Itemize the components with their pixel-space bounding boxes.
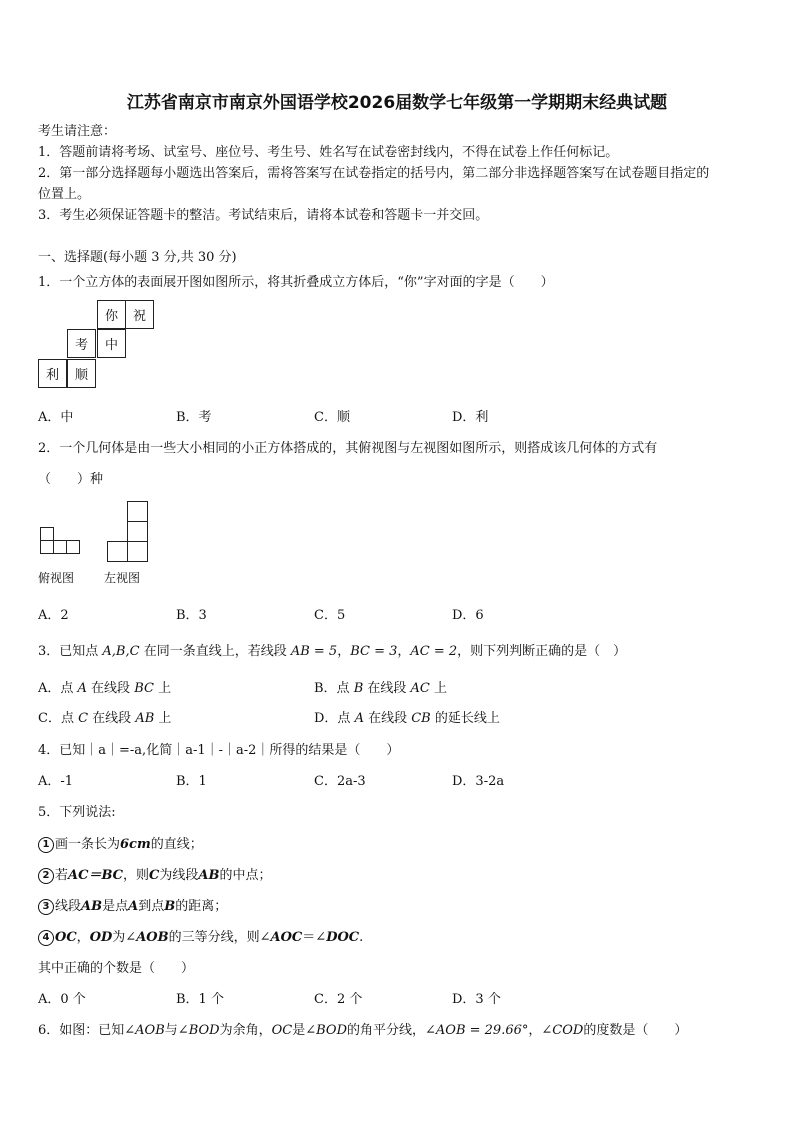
q5-option-d: D．3 个 xyxy=(452,992,501,1007)
stmt-text: 画一条长为 xyxy=(55,837,121,852)
q6-text: ， xyxy=(528,1023,542,1038)
q5-option-a: A．0 个 xyxy=(38,992,86,1007)
q4-option-b: B．1 xyxy=(176,774,207,789)
q3-option-d xyxy=(314,707,500,726)
q4-option-c: C．2a-3 xyxy=(314,774,366,789)
stmt-math: 6cm xyxy=(120,837,151,852)
stmt-text: . xyxy=(359,930,364,945)
stmt-text: 的直线； xyxy=(150,837,203,852)
stmt-math: AB xyxy=(81,899,103,914)
opt-text: 上 xyxy=(154,711,172,726)
left-view-caption: 左视图 xyxy=(104,571,141,585)
net-cell-kao: 考 xyxy=(67,329,96,358)
stmt-text: ＝∠ xyxy=(302,930,327,945)
net-cell-li: 利 xyxy=(38,359,67,388)
opt-text: 上 xyxy=(429,681,447,696)
q1-option-c: C．顺 xyxy=(314,410,350,425)
q6-math: ∠AOB = 29.66° xyxy=(425,1023,529,1038)
stmt-text: 的中点； xyxy=(219,868,272,883)
q5-stem: 5．下列说法: xyxy=(38,805,116,820)
top-view-square xyxy=(53,540,67,554)
left-view-square xyxy=(127,521,148,542)
stmt-math: AB xyxy=(198,868,220,883)
stmt-text: ，则 xyxy=(123,868,150,883)
net-cell-zhong: 中 xyxy=(97,329,126,358)
stmt-text: ， xyxy=(76,930,90,945)
q3-option-b xyxy=(314,677,447,696)
circled-number: 1 xyxy=(38,837,54,853)
left-view-square xyxy=(127,541,148,562)
stmt-text: 的三等分线，则∠ xyxy=(168,930,271,945)
q2-option-b: B．3 xyxy=(176,608,207,623)
q5-statement-2 xyxy=(38,864,272,884)
q3-ab: AB = 5 xyxy=(290,644,338,659)
q6-math: ∠AOB xyxy=(124,1023,165,1038)
q4-option-a: A．-1 xyxy=(38,774,74,789)
q2-option-a: A．2 xyxy=(38,608,69,623)
opt-point: A xyxy=(77,681,87,696)
q5-statement-4 xyxy=(38,926,363,946)
stmt-math: AOC xyxy=(270,930,303,945)
q3-bc: BC = 3 xyxy=(350,644,398,659)
q2-option-c: C．5 xyxy=(314,608,346,623)
stmt-text: 的距离； xyxy=(175,899,228,914)
stmt-math: A xyxy=(128,899,139,914)
q5-statement-3 xyxy=(38,895,227,915)
q5-ask: 其中正确的个数是（ ） xyxy=(38,961,195,976)
q6-stem xyxy=(38,1019,687,1038)
q3-text: ，则下列判断正确的是（ ） xyxy=(457,644,627,659)
notice-item-2-cont: 位置上。 xyxy=(38,187,91,202)
opt-text: D．点 xyxy=(314,711,355,726)
q5-statement-1 xyxy=(38,833,203,853)
top-view-caption: 俯视图 xyxy=(38,571,75,585)
opt-segment: AC xyxy=(410,681,430,696)
stmt-text: 为线段 xyxy=(159,868,199,883)
left-view-square xyxy=(127,501,148,522)
notice-item-2: 2．第一部分选择题每小题选出答案后，需将答案写在试卷指定的括号内，第二部分非选择题答案写在试卷题目指定的 xyxy=(38,166,710,181)
top-view-square xyxy=(40,527,54,541)
q6-text: 的角平分线， xyxy=(347,1023,426,1038)
left-view-square xyxy=(107,541,128,562)
q4-stem: 4．已知｜a｜=-a,化简｜a-1｜-｜a-2｜所得的结果是（ ） xyxy=(38,743,400,758)
q2-stem-cont: （ ）种 xyxy=(38,472,104,487)
stmt-math: B xyxy=(164,899,176,914)
q1-option-b: B．考 xyxy=(176,410,212,425)
q6-text: 为余角， xyxy=(219,1023,272,1038)
opt-text: 在线段 xyxy=(363,711,412,726)
q6-math: ∠COD xyxy=(541,1023,584,1038)
q1-stem: 1．一个立方体的表面展开图如图所示，将其折叠成立方体后，“你”字对面的字是（ ） xyxy=(38,275,554,290)
q6-math: ∠BOD xyxy=(177,1023,220,1038)
q5-option-b: B．1 个 xyxy=(176,992,224,1007)
opt-point: C xyxy=(78,711,89,726)
q6-math: OC xyxy=(271,1023,293,1038)
stmt-math: OD xyxy=(89,930,113,945)
q3-option-c xyxy=(38,707,171,726)
q6-text: 6．如图：已知 xyxy=(38,1023,125,1038)
stmt-math: AC＝BC xyxy=(68,868,124,883)
opt-segment: CB xyxy=(411,711,431,726)
stmt-math: OC xyxy=(55,930,77,945)
q2-option-d: D．6 xyxy=(452,608,484,623)
q3-points: A,B,C xyxy=(102,644,140,659)
opt-text: 在线段 xyxy=(363,681,411,696)
q3-sep: ， xyxy=(397,644,411,659)
circled-number: 4 xyxy=(38,930,54,946)
stmt-text: 到点 xyxy=(138,899,165,914)
q3-text: 3．已知点 xyxy=(38,644,103,659)
circled-number: 3 xyxy=(38,899,54,915)
stmt-text: 为∠ xyxy=(112,930,137,945)
notice-item-1: 1．答题前请将考场、试室号、座位号、考生号、姓名写在试卷密封线内，不得在试卷上作任何标记。 xyxy=(38,145,619,160)
opt-text: A．点 xyxy=(38,681,78,696)
q3-option-a xyxy=(38,677,171,696)
q6-text: 是 xyxy=(292,1023,306,1038)
top-view-square xyxy=(66,540,80,554)
opt-point: A xyxy=(354,711,364,726)
opt-text: 上 xyxy=(153,681,172,696)
opt-segment: AB xyxy=(135,711,155,726)
opt-segment: BC xyxy=(134,681,154,696)
q3-ac: AC = 2 xyxy=(410,644,458,659)
opt-text: C．点 xyxy=(38,711,79,726)
notice-item-3: 3．考生必须保证答题卡的整洁。考试结束后，请将本试卷和答题卡一并交回。 xyxy=(38,208,489,223)
q2-stem: 2．一个几何体是由一些大小相同的小正方体搭成的，其俯视图与左视图如图所示，则搭成该几何体的方式有 xyxy=(38,441,658,456)
q1-option-a: A．中 xyxy=(38,410,74,425)
circled-number: 2 xyxy=(38,868,54,884)
stmt-text: 若 xyxy=(55,868,69,883)
stmt-text: 线段 xyxy=(55,899,82,914)
q3-stem xyxy=(38,640,626,659)
opt-text: 在线段 xyxy=(88,711,136,726)
stmt-math: C xyxy=(149,868,160,883)
net-cell-zhu: 祝 xyxy=(125,300,154,329)
q6-text: 的度数是（ ） xyxy=(583,1023,688,1038)
stmt-math: AOB xyxy=(136,930,169,945)
stmt-math: DOC xyxy=(326,930,360,945)
notice-heading: 考生请注意： xyxy=(38,124,117,139)
q4-option-d: D．3-2a xyxy=(452,774,505,789)
stmt-text: 是点 xyxy=(102,899,129,914)
opt-text: 在线段 xyxy=(86,681,135,696)
opt-text: B．点 xyxy=(314,681,354,696)
q3-sep: ， xyxy=(337,644,351,659)
net-cell-shun: 顺 xyxy=(67,359,96,388)
q3-text: 在同一条直线上，若线段 xyxy=(139,644,291,659)
opt-point: B xyxy=(353,681,364,696)
opt-text: 的延长线上 xyxy=(430,711,500,726)
top-view-square xyxy=(40,540,54,554)
q6-text: 与 xyxy=(164,1023,178,1038)
q5-option-c: C．2 个 xyxy=(314,992,363,1007)
page-title: 江苏省南京市南京外国语学校2026届数学七年级第一学期期末经典试题 xyxy=(126,93,668,113)
net-cell-ni: 你 xyxy=(97,300,126,329)
q6-math: ∠BOD xyxy=(305,1023,347,1038)
q1-option-d: D．利 xyxy=(452,410,489,425)
section-heading: 一、选择题(每小题 3 分,共 30 分) xyxy=(38,250,237,265)
